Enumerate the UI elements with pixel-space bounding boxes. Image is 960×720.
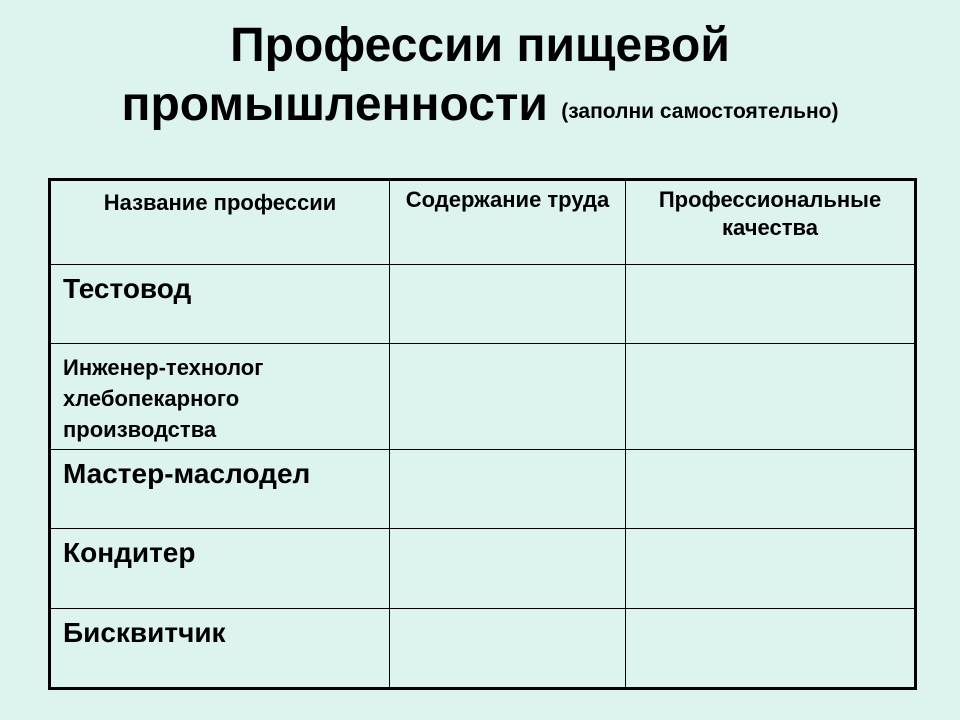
header-professional-qualities: Профессиональные качества bbox=[626, 180, 916, 265]
profession-name-cell: Бисквитчик bbox=[50, 609, 390, 689]
table-row bbox=[50, 529, 916, 609]
profession-name-cell: Мастер-маслодел bbox=[50, 450, 390, 529]
table-row bbox=[50, 344, 916, 450]
header-work-content: Содержание труда bbox=[390, 180, 626, 265]
header-profession-name: Название профессии bbox=[50, 180, 390, 265]
profession-name-cell: Инженер-технолог хлебопекарного производства bbox=[50, 344, 390, 450]
table-row bbox=[50, 450, 916, 529]
qualities-cell[interactable] bbox=[626, 450, 916, 529]
qualities-cell[interactable] bbox=[626, 609, 916, 689]
work-content-cell[interactable] bbox=[390, 344, 626, 450]
work-content-cell[interactable] bbox=[390, 265, 626, 344]
professions-table bbox=[48, 178, 917, 690]
table-row bbox=[50, 265, 916, 344]
title-line-1: Профессии пищевой bbox=[230, 19, 730, 72]
work-content-cell[interactable] bbox=[390, 529, 626, 609]
table-header-row bbox=[50, 180, 916, 265]
title-note: (заполни самостоятельно) bbox=[561, 100, 839, 123]
qualities-cell[interactable] bbox=[626, 344, 916, 450]
title-line-2 bbox=[0, 76, 960, 141]
work-content-cell[interactable] bbox=[390, 609, 626, 689]
slide-title bbox=[0, 18, 960, 141]
profession-name-cell: Кондитер bbox=[50, 529, 390, 609]
title-line-2-text: промышленности bbox=[121, 78, 548, 131]
qualities-cell[interactable] bbox=[626, 265, 916, 344]
qualities-cell[interactable] bbox=[626, 529, 916, 609]
work-content-cell[interactable] bbox=[390, 450, 626, 529]
table-row bbox=[50, 609, 916, 689]
profession-name-cell: Тестовод bbox=[50, 265, 390, 344]
